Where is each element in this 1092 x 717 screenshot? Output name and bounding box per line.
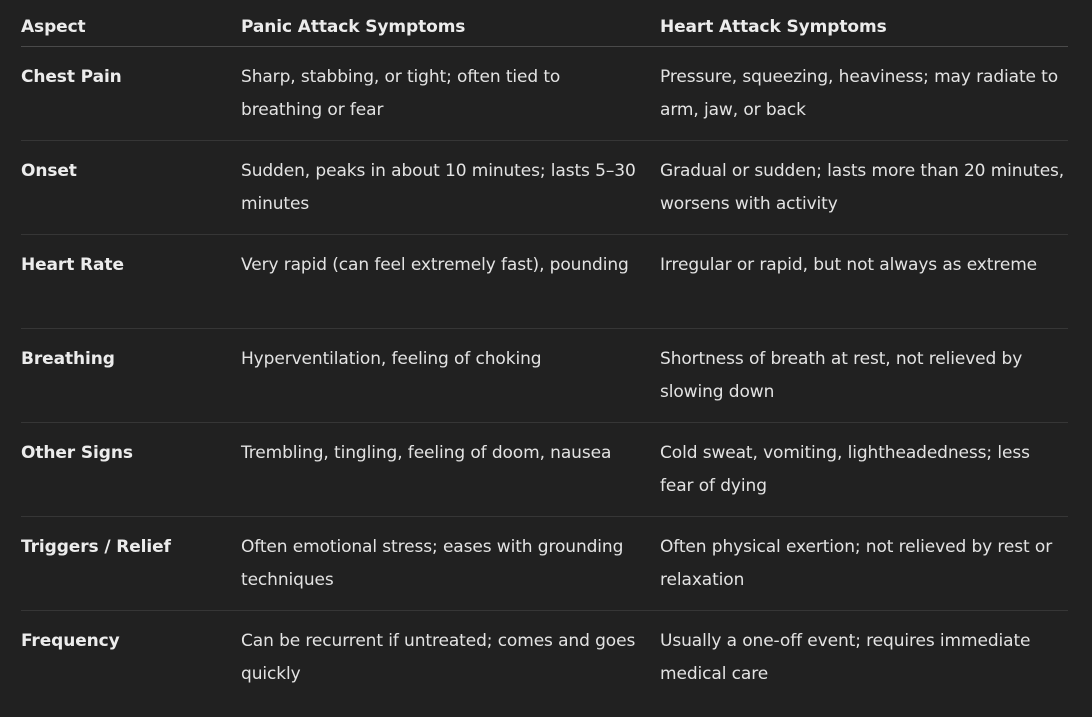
row-panic: Can be recurrent if untreated; comes and goes quickly	[241, 631, 636, 684]
header-row	[21, 0, 1068, 47]
row-heart: Usually a one-off event; requires immediate medical care	[660, 631, 1031, 684]
header-heart-attack: Heart Attack Symptoms	[660, 0, 1068, 47]
row-heart: Irregular or rapid, but not always as extreme	[660, 235, 1068, 329]
table-row	[21, 329, 1068, 423]
row-heart: Often physical exertion; not relieved by rest or relaxation	[660, 517, 1068, 611]
row-heart: Shortness of breath at rest, not relieved by slowing down	[660, 329, 1068, 423]
row-aspect: Frequency	[21, 631, 120, 651]
table-row	[21, 423, 1068, 517]
table-row	[21, 235, 1068, 329]
row-panic: Often emotional stress; eases with grounding techniques	[241, 517, 660, 611]
row-panic: Sudden, peaks in about 10 minutes; lasts 5–30 minutes	[241, 141, 660, 235]
table-header	[21, 0, 1068, 47]
row-aspect: Heart Rate	[21, 235, 241, 329]
table-row	[21, 47, 1068, 141]
row-aspect: Chest Pain	[21, 47, 241, 141]
row-heart: Gradual or sudden; lasts more than 20 minutes, worsens with activity	[660, 141, 1068, 235]
row-heart: Pressure, squeezing, heaviness; may radiate to arm, jaw, or back	[660, 47, 1068, 141]
row-panic: Very rapid (can feel extremely fast), pounding	[241, 235, 660, 329]
row-aspect: Breathing	[21, 329, 241, 423]
row-aspect: Other Signs	[21, 423, 241, 517]
row-heart: Cold sweat, vomiting, lightheadedness; less fear of dying	[660, 423, 1068, 517]
row-panic: Hyperventilation, feeling of choking	[241, 329, 660, 423]
header-aspect: Aspect	[21, 0, 241, 47]
row-panic: Trembling, tingling, feeling of doom, nausea	[241, 423, 660, 517]
row-aspect: Triggers / Relief	[21, 517, 241, 611]
header-panic-attack: Panic Attack Symptoms	[241, 0, 660, 47]
row-aspect: Onset	[21, 141, 241, 235]
table-row	[21, 611, 1068, 705]
table-row	[21, 141, 1068, 235]
table-row	[21, 517, 1068, 611]
table-body	[21, 47, 1068, 705]
row-panic: Sharp, stabbing, or tight; often tied to breathing or fear	[241, 47, 660, 141]
comparison-table	[21, 0, 1068, 704]
